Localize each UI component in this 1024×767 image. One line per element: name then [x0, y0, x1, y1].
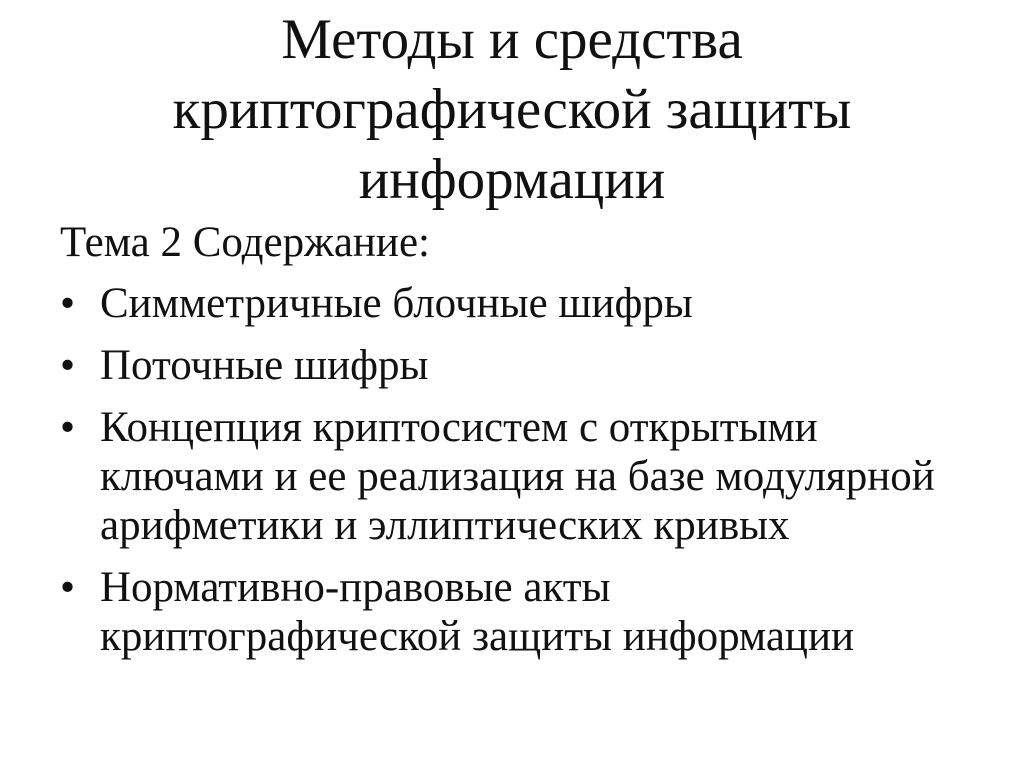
list-item-text: Поточные шифры: [100, 342, 429, 389]
topic-heading: Тема 2 Содержание:: [60, 219, 430, 266]
slide-content: [60, 218, 960, 674]
title-line: Методы и средства: [281, 8, 743, 71]
list-item: [60, 341, 960, 390]
bullet-icon: •: [60, 280, 76, 327]
title-line: криптографической защиты: [172, 78, 852, 141]
list-item: [60, 403, 960, 550]
title-line: информации: [358, 148, 666, 211]
bullet-icon: •: [60, 404, 76, 451]
topic-list: [60, 279, 960, 661]
bullet-icon: •: [60, 564, 76, 611]
list-item: [60, 563, 960, 661]
list-item-text: Симметричные блочные шифры: [100, 280, 693, 327]
list-item: [60, 279, 960, 328]
bullet-icon: •: [60, 342, 76, 389]
slide-title: [0, 0, 1024, 215]
list-item-text: Нормативно-правовые акты криптографической защиты информации: [100, 564, 854, 660]
list-item-text: Концепция криптосистем с открытыми ключами и ее реализация на базе модулярной арифметики и эллиптических кривых: [100, 404, 935, 549]
